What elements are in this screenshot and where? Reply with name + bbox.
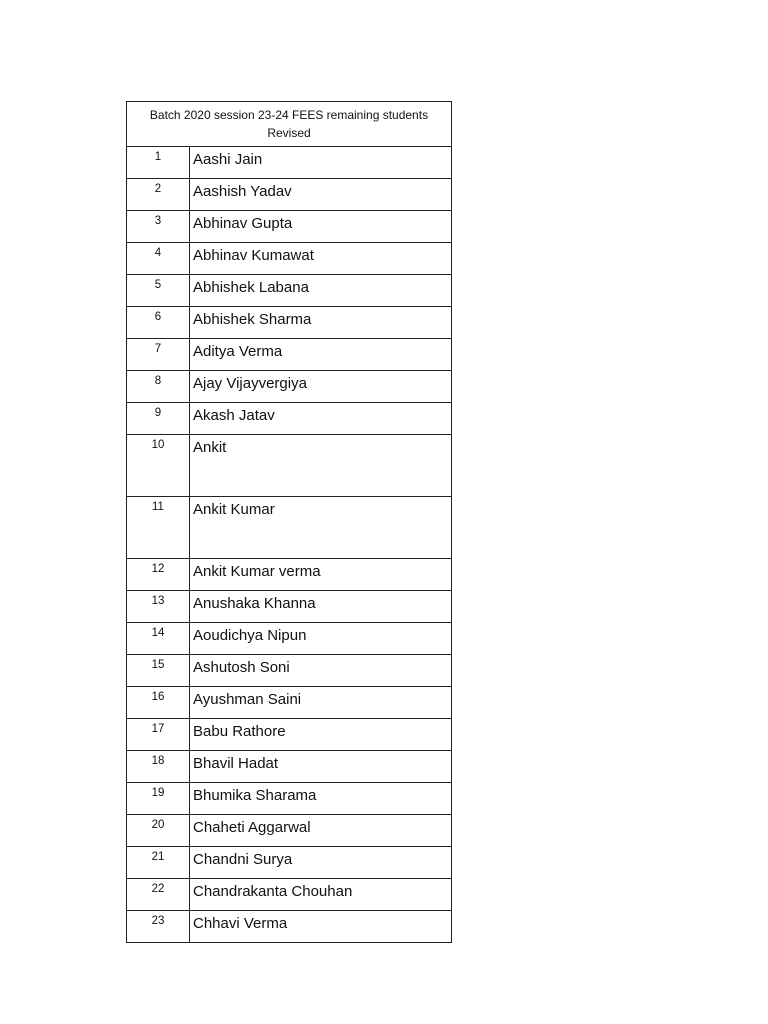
row-number: 19 xyxy=(127,783,190,815)
student-name: Bhavil Hadat xyxy=(190,751,452,783)
table-row xyxy=(127,243,452,275)
student-name: Anushaka Khanna xyxy=(190,591,452,623)
row-number: 13 xyxy=(127,591,190,623)
table-row xyxy=(127,371,452,403)
student-name: Abhinav Gupta xyxy=(190,211,452,243)
table-row xyxy=(127,559,452,591)
table-row xyxy=(127,497,452,559)
row-number: 6 xyxy=(127,307,190,339)
student-name: Chhavi Verma xyxy=(190,911,452,943)
student-name: Aoudichya Nipun xyxy=(190,623,452,655)
student-name: Bhumika Sharama xyxy=(190,783,452,815)
student-name: Ankit Kumar verma xyxy=(190,559,452,591)
student-name: Aditya Verma xyxy=(190,339,452,371)
table-row xyxy=(127,403,452,435)
table-row xyxy=(127,179,452,211)
table-title: Batch 2020 session 23-24 FEES remaining students xyxy=(149,108,429,122)
student-name: Aashish Yadav xyxy=(190,179,452,211)
student-name: Abhishek Labana xyxy=(190,275,452,307)
row-number: 14 xyxy=(127,623,190,655)
row-number: 15 xyxy=(127,655,190,687)
student-name: Ajay Vijayvergiya xyxy=(190,371,452,403)
table-row xyxy=(127,719,452,751)
row-number: 21 xyxy=(127,847,190,879)
table-row xyxy=(127,815,452,847)
row-number: 1 xyxy=(127,147,190,179)
table-header xyxy=(127,102,452,147)
row-number: 10 xyxy=(127,435,190,497)
row-number: 17 xyxy=(127,719,190,751)
table-row xyxy=(127,783,452,815)
student-name: Abhinav Kumawat xyxy=(190,243,452,275)
row-number: 9 xyxy=(127,403,190,435)
row-number: 23 xyxy=(127,911,190,943)
row-number: 11 xyxy=(127,497,190,559)
student-name: Ashutosh Soni xyxy=(190,655,452,687)
student-name: Abhishek Sharma xyxy=(190,307,452,339)
row-number: 7 xyxy=(127,339,190,371)
table-row xyxy=(127,147,452,179)
table-row xyxy=(127,623,452,655)
table-subtitle: Revised xyxy=(267,126,311,140)
table-row xyxy=(127,687,452,719)
table-row xyxy=(127,275,452,307)
table-row xyxy=(127,339,452,371)
student-name: Chaheti Aggarwal xyxy=(190,815,452,847)
row-number: 18 xyxy=(127,751,190,783)
row-number: 8 xyxy=(127,371,190,403)
row-number: 20 xyxy=(127,815,190,847)
row-number: 3 xyxy=(127,211,190,243)
student-name: Akash Jatav xyxy=(190,403,452,435)
table-row xyxy=(127,911,452,943)
table-row xyxy=(127,435,452,497)
table-row xyxy=(127,751,452,783)
student-name: Ayushman Saini xyxy=(190,687,452,719)
student-name: Chandni Surya xyxy=(190,847,452,879)
row-number: 5 xyxy=(127,275,190,307)
row-number: 16 xyxy=(127,687,190,719)
table-row xyxy=(127,307,452,339)
table-row xyxy=(127,655,452,687)
row-number: 2 xyxy=(127,179,190,211)
table-row xyxy=(127,591,452,623)
table-row xyxy=(127,847,452,879)
row-number: 12 xyxy=(127,559,190,591)
student-name: Babu Rathore xyxy=(190,719,452,751)
student-name: Ankit xyxy=(190,435,452,497)
student-name: Ankit Kumar xyxy=(190,497,452,559)
student-name: Aashi Jain xyxy=(190,147,452,179)
row-number: 4 xyxy=(127,243,190,275)
student-fees-table xyxy=(126,101,452,943)
table-row xyxy=(127,879,452,911)
table-row xyxy=(127,211,452,243)
student-name: Chandrakanta Chouhan xyxy=(190,879,452,911)
row-number: 22 xyxy=(127,879,190,911)
